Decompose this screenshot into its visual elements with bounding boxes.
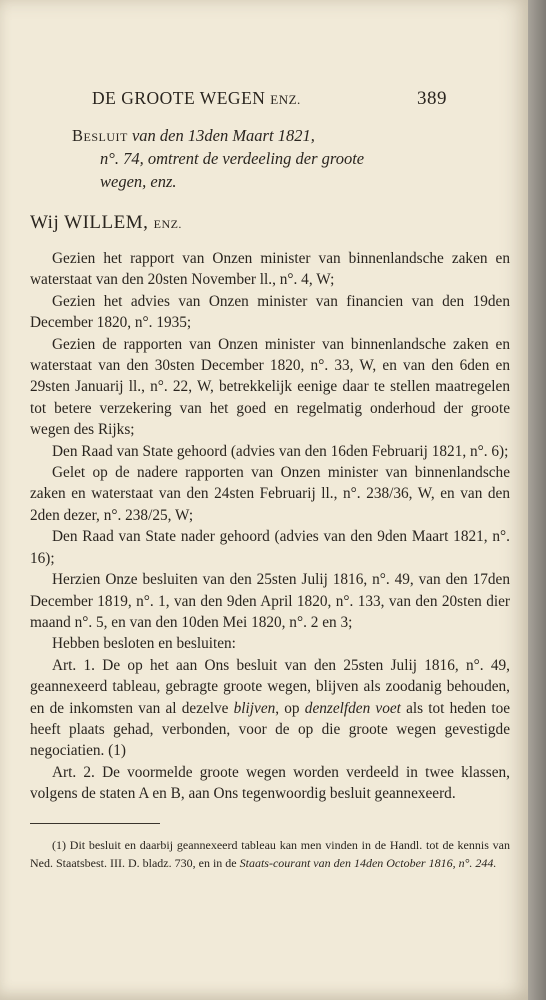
decree-title bbox=[72, 124, 452, 193]
running-head bbox=[92, 88, 447, 110]
paragraph-2: Gezien het advies van Onzen minister van financien van den 19den December 1820, n°. 1935; bbox=[30, 292, 510, 332]
page-number: 389 bbox=[417, 88, 447, 109]
paragraph-6: Den Raad van State nader gehoord (advies van den 9den Maart 1821, n°. 16); bbox=[30, 528, 510, 567]
footnote-divider bbox=[30, 823, 160, 824]
paragraph-8: Hebben besloten en besluiten: bbox=[52, 635, 236, 653]
paragraph-7: Herzien Onze besluiten van den 25sten Julij 1816, n°. 49, van den 17den December 1819, n°. 1, van den 9den April 1820, n°. 133, van den 20sten dier maand n°. 5, en van den 10den Mei 1820, n°. 2 en 3; bbox=[30, 571, 510, 631]
decree-title-line-2: n°. 74, omtrent de verdeeling der groote bbox=[100, 149, 365, 168]
decree-title-line-1: Besluit van den 13den Maart 1821, bbox=[72, 126, 315, 145]
paragraph-5: Gelet op de nadere rapporten van Onzen minister van binnenlandsche zaken en waterstaat van den 24sten Februarij ll., n°. 238/36, W, en van den 2den dezer, n°. 238/25, W; bbox=[30, 464, 510, 524]
footnote: (1) Dit besluit en daarbij geannexeerd tableau kan men vinden in de Handl. tot de kennis van Ned. Staatsbest. III. D. bladz. 730, en in de Staats-courant van den 14den October 1816, n°. 244. bbox=[30, 837, 510, 870]
paragraph-3: Gezien de rapporten van Onzen minister van binnenlandsche zaken en waterstaat van den 30sten December 1820, n°. 33, W, en van den 6den en 29sten Januarij ll., n°. 22, W, betrekkelijk eenige daar te stellen maatregelen tot betere verzekering van het goed en regelmatig onderhoud der groote wegen des Rijks; bbox=[30, 335, 510, 439]
enacting-formula: Wij WILLEM, ENZ. bbox=[30, 212, 182, 233]
running-head-title: DE GROOTE WEGEN ENZ. bbox=[92, 88, 301, 108]
page-text bbox=[30, 88, 510, 884]
paragraph-1: Gezien het rapport van Onzen minister van binnenlandsche zaken en waterstaat van den 20sten November ll., n°. 4, W; bbox=[30, 250, 510, 289]
article-2: Art. 2. De voormelde groote wegen worden verdeeld in twee klassen, volgens de staten A en B, aan Ons tegenwoordig besluit geannexeerd. bbox=[30, 763, 510, 803]
decree-title-line-3: wegen, enz. bbox=[100, 172, 177, 191]
article-1: Art. 1. De op het aan Ons besluit van den 25sten Julij 1816, n°. 49, geannexeerd tableau, gebragte groote wegen, blijven als zoodanig behouden, en de inkomsten van al dezelve blijven, op denzelfden voet als tot heden toe heeft plaats gehad, verbonden, voor de op die groote wegen gevestigde negociatien. (1) bbox=[30, 656, 511, 760]
page-edge-shadow bbox=[528, 0, 546, 1000]
paragraph-4: Den Raad van State gehoord (advies van den 16den Februarij 1821, n°. 6); bbox=[52, 442, 509, 460]
